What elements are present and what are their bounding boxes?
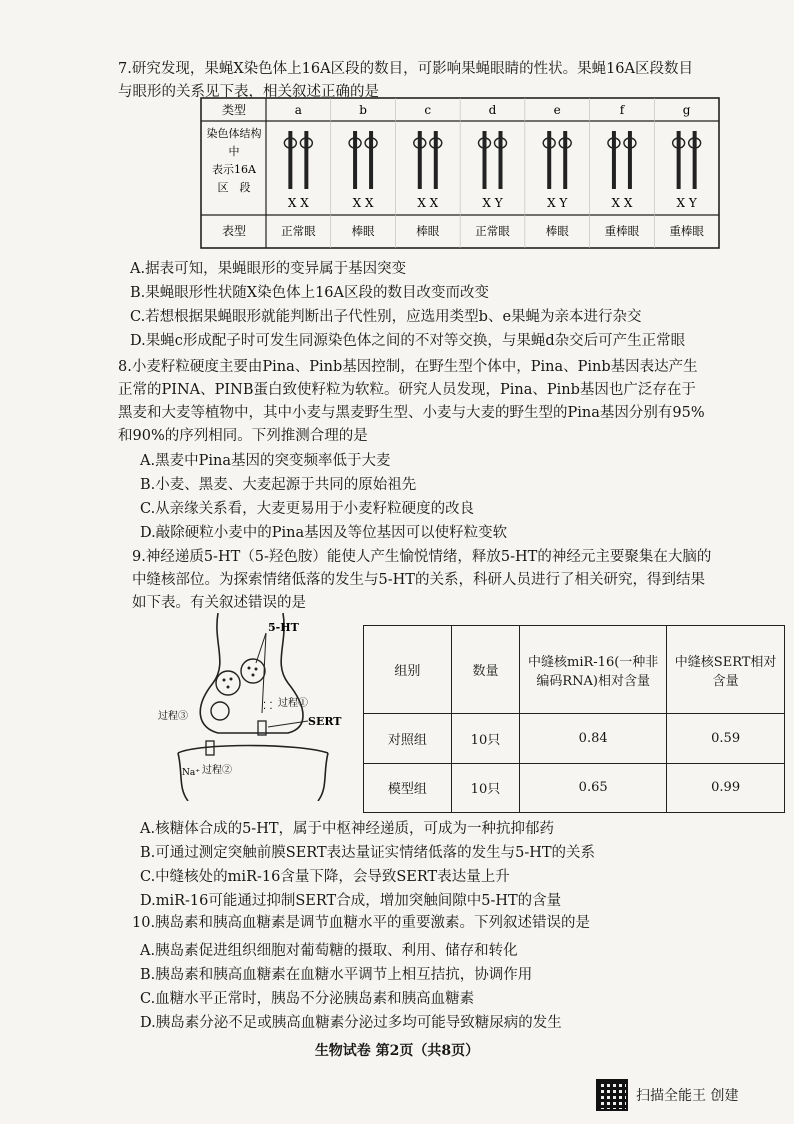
table-row	[364, 763, 785, 812]
q7-row-struct: 染色体结构中表示16A 区 段	[206, 127, 262, 194]
table-row	[364, 714, 785, 763]
table-cell: 模型组	[364, 763, 452, 812]
chromosome	[563, 131, 567, 189]
q7-pheno-label: 正常眼	[281, 224, 316, 238]
label-process3: 过程③	[158, 711, 188, 722]
chromosome	[288, 131, 292, 189]
q8-option-c: C.从亲缘关系看，大麦更易用于小麦籽粒硬度的改良	[140, 501, 475, 517]
svg-text:⁚ ⁚: ⁚ ⁚	[263, 701, 273, 712]
q10-option-c: C.血糖水平正常时，胰岛不分泌胰岛素和胰高血糖素	[140, 991, 475, 1007]
synapse-svg	[158, 613, 358, 801]
q8-option-b: B.小麦、黑麦、大麦起源于共同的原始祖先	[140, 477, 417, 493]
q7-chrom-label: X Y	[676, 196, 697, 210]
q10-stem: 10.胰岛素和胰高血糖素是调节血糖水平的重要激素。下列叙述错误的是	[132, 915, 591, 931]
q7-type-label: d	[488, 103, 497, 117]
synapse-diagram	[158, 613, 358, 801]
label-na: Na⁺	[182, 768, 200, 778]
q9-option-a: A.核糖体合成的5-HT，属于中枢神经递质，可成为一种抗抑郁药	[140, 821, 555, 837]
q7-type-label: e	[553, 103, 561, 117]
table-cell: 0.65	[520, 763, 667, 812]
q7-pheno-label: 重棒眼	[604, 224, 640, 238]
q7-type-label: f	[619, 103, 625, 117]
q7-chrom-label: X Y	[482, 196, 503, 210]
q9-th-group: 组别	[364, 626, 452, 714]
scanner-watermark	[596, 1078, 786, 1112]
table-cell: 0.59	[667, 714, 785, 763]
q7-chrom-label: X X	[611, 196, 633, 210]
chromosome	[434, 131, 438, 189]
q7-option-d: D.果蝇c形成配子时可发生同源染色体之间的不对等交换，与果蝇d杂交后可产生正常眼	[130, 333, 686, 349]
q9-table	[363, 625, 785, 813]
q7-table-svg	[200, 97, 720, 249]
q7-type-label: c	[424, 103, 432, 117]
q9-table-header	[364, 626, 785, 714]
q7-chrom-label: X Y	[547, 196, 568, 210]
page-footer: 生物试卷 第2页（共8页）	[314, 1043, 480, 1059]
q7-chrom-label: X X	[287, 196, 309, 210]
chromosome	[304, 131, 308, 189]
label-5ht: 5-HT	[268, 621, 299, 634]
chromosome	[499, 131, 503, 189]
q8-stem: 8.小麦籽粒硬度主要由Pina、Pinb基因控制，在野生型个体中，Pina、Pinb基因表达产生正常的PINA、PINB蛋白致使籽粒为软粒。研究人员发现，Pina、Pinb基因也广泛存在于黑麦和大麦等植物中，其中小麦与黑麦野生型、小麦与大麦的野生型的Pina基因分别有95%和90%的序列相同。下列推测合理的是	[118, 359, 705, 444]
table-cell: 10只	[451, 714, 519, 763]
brand-label: 扫描全能王 创建	[636, 1088, 739, 1104]
chromosome	[547, 131, 551, 189]
q7-pheno-label: 正常眼	[475, 224, 510, 238]
q7-stem: 7.研究发现，果蝇X染色体上16A区段的数目，可影响果蝇眼睛的性状。果蝇16A区段数目与眼形的关系见下表，相关叙述正确的是	[118, 61, 693, 100]
table-cell: 0.99	[667, 763, 785, 812]
q8-option-d: D.敲除硬粒小麦中的Pina基因及等位基因可以使籽粒变软	[140, 525, 508, 541]
q7-chrom-label: X X	[417, 196, 439, 210]
q9-option-d: D.miR-16可能通过抑制SERT合成，增加突触间隙中5-HT的含量	[140, 893, 562, 909]
q7-pheno-label: 棒眼	[545, 224, 569, 238]
label-process1: 过程①	[278, 698, 308, 709]
q9-th-count: 数量	[451, 626, 519, 714]
q7-row-pheno: 表型	[221, 224, 247, 238]
q8-option-a: A.黑麦中Pina基因的突变频率低于大麦	[140, 453, 391, 469]
chromosome	[418, 131, 422, 189]
table-cell: 对照组	[364, 714, 452, 763]
q9-th-sert: 中缝核SERT相对含量	[667, 626, 785, 714]
q7-type-label: b	[359, 103, 367, 117]
q7-option-a: A.据表可知，果蝇眼形的变异属于基因突变	[130, 261, 407, 277]
qr-code-icon	[596, 1079, 628, 1111]
label-process2: 过程②	[202, 765, 232, 776]
q7-type-label: g	[682, 103, 691, 117]
table-cell: 10只	[451, 763, 519, 812]
q7-chrom-label: X X	[352, 196, 374, 210]
q7-type-label: a	[294, 103, 302, 117]
q10-option-b: B.胰岛素和胰高血糖素在血糖水平调节上相互拮抗，协调作用	[140, 967, 533, 983]
q7-option-b: B.果蝇眼形性状随X染色体上16A区段的数目改变而改变	[130, 285, 490, 301]
q9-th-mir16: 中缝核miR-16(一种非编码RNA)相对含量	[520, 626, 667, 714]
q7-pheno-label: 棒眼	[416, 224, 440, 238]
table-cell: 0.84	[520, 714, 667, 763]
label-sert: SERT	[308, 715, 342, 728]
chromosome	[369, 131, 373, 189]
chromosome	[693, 131, 697, 189]
chromosome	[483, 131, 487, 189]
q7-row-type: 类型	[221, 103, 247, 117]
q7-table	[200, 97, 720, 249]
chromosome	[612, 131, 616, 189]
q7-pheno-label: 棒眼	[351, 224, 375, 238]
q7-pheno-label: 重棒眼	[669, 224, 704, 238]
q7-option-c: C.若想根据果蝇眼形就能判断出子代性别，应选用类型b、e果蝇为亲本进行杂交	[130, 309, 642, 325]
q9-option-b: B.可通过测定突触前膜SERT表达量证实情绪低落的发生与5-HT的关系	[140, 845, 596, 861]
chromosome	[628, 131, 632, 189]
chromosome	[353, 131, 357, 189]
q10-option-d: D.胰岛素分泌不足或胰高血糖素分泌过多均可能导致糖尿病的发生	[140, 1015, 562, 1031]
q9-option-c: C.中缝核处的miR-16含量下降，会导致SERT表达量上升	[140, 869, 510, 885]
q9-stem: 9.神经递质5-HT（5-羟色胺）能使人产生愉悦情绪，释放5-HT的神经元主要聚集在大脑的中缝核部位。为探索情绪低落的发生与5-HT的关系，科研人员进行了相关研究，得到结果如下表。有关叙述错误的是	[132, 549, 712, 611]
q10-option-a: A.胰岛素促进组织细胞对葡萄糖的摄取、利用、储存和转化	[140, 943, 518, 959]
chromosome	[677, 131, 681, 189]
